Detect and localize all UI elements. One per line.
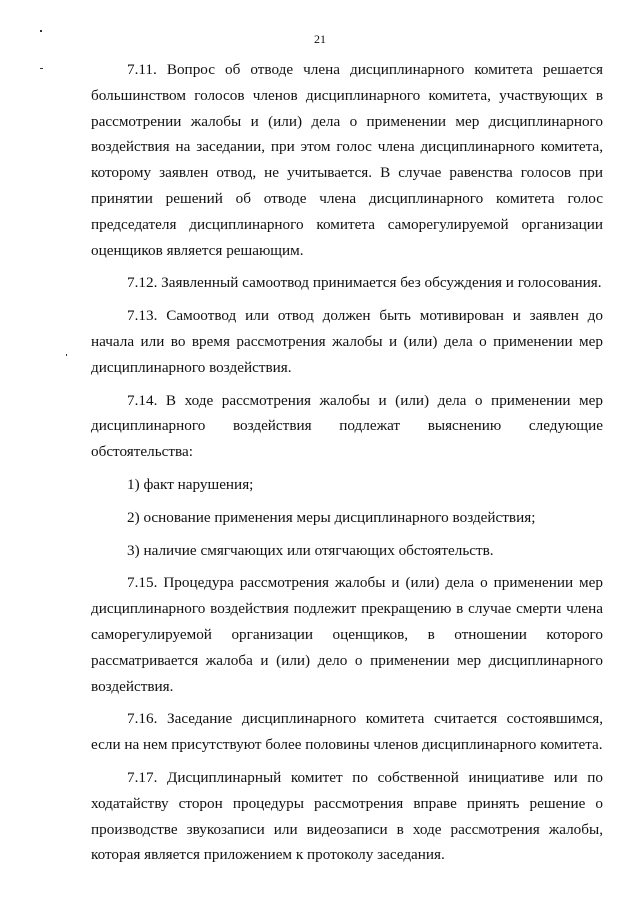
list-item-1: 1) факт нарушения; — [127, 475, 254, 493]
paragraph-7-16: 7.16. Заседание дисциплинарного комитета считается состоявшимся, если на нем присутствуют более половины членов дисциплинарного комитета. — [91, 710, 603, 754]
document-body — [91, 57, 603, 875]
scan-speck — [66, 354, 67, 356]
list-item-2: 2) основание применения меры дисциплинарного воздействия; — [127, 508, 536, 526]
paragraph-7-14: 7.14. В ходе рассмотрения жалобы и (или) дела о применении мер дисциплинарного воздействия подлежат выяснению следующие обстоятельства: — [91, 391, 603, 461]
paragraph-7-11: 7.11. Вопрос об отводе члена дисциплинарного комитета решается большинством голосов членов дисциплинарного комитета, участвующих в рассмотрении жалобы и (или) дела о применении мер дисциплинарного воздействия на заседании, при этом голос члена дисциплинарного комитета, которому заявлен отвод, не учитывается. В случае равенства голосов при принятии решений об отводе члена дисциплинарного комитета голос председателя дисциплинарного комитета саморегулируемой организации оценщиков является решающим. — [91, 61, 603, 259]
paragraph-7-15: 7.15. Процедура рассмотрения жалобы и (или) дела о применении мер дисциплинарного воздействия подлежит прекращению в случае смерти члена саморегулируемой организации оценщиков, в отношении которого рассматривается жалоба и (или) дело о применении мер дисциплинарного воздействия. — [91, 574, 603, 695]
page-number: 21 — [314, 32, 326, 46]
paragraph-7-13: 7.13. Самоотвод или отвод должен быть мотивирован и заявлен до начала или во время рассмотрения жалобы и (или) дела о применении мер дисциплинарного воздействия. — [91, 307, 603, 376]
scan-speck — [40, 68, 43, 69]
paragraph-7-17: 7.17. Дисциплинарный комитет по собственной инициативе или по ходатайству сторон процедуры рассмотрения вправе принять решение о производстве звукозаписи или видеозаписи в ходе рассмотрения жалобы, которая является приложением к протоколу заседания. — [91, 768, 603, 864]
paragraph-7-12: 7.12. Заявленный самоотвод принимается без обсуждения и голосования. — [127, 274, 602, 292]
list-item-3: 3) наличие смягчающих или отягчающих обстоятельств. — [127, 541, 494, 559]
